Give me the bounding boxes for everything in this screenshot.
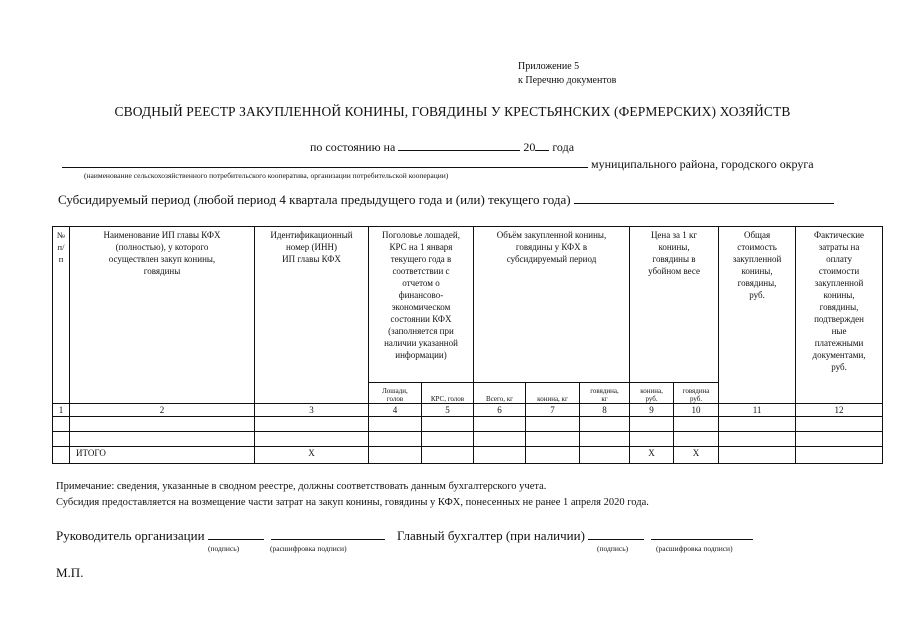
stamp-place: М.П. xyxy=(56,565,84,580)
empty-cell xyxy=(674,417,719,432)
appendix-line-2: к Перечню документов xyxy=(518,75,617,86)
empty-cell xyxy=(255,432,369,447)
empty-cell xyxy=(719,447,796,464)
column-number: 12 xyxy=(796,404,883,417)
note-line-2: Субсидия предоставляется на возмещение части затрат на закуп конины, говядины у КФХ, понесенных не ранее 1 апреля 2020 года. xyxy=(56,497,649,508)
head-decode-blank xyxy=(271,528,385,540)
column-number: 4 xyxy=(369,404,422,417)
accountant-decode-blank xyxy=(651,528,753,540)
column-number: 6 xyxy=(474,404,526,417)
appendix-note xyxy=(518,60,616,88)
total-x-mark: X xyxy=(255,447,369,464)
column-number: 10 xyxy=(674,404,719,417)
empty-cell xyxy=(526,432,580,447)
coop-name-blank xyxy=(62,156,588,168)
head-label: Руководитель организации xyxy=(56,528,205,543)
col-header-actual-costs: Фактические затраты на оплату стоимости закупленной конины, говядины, подтвержден ные платежными документами, руб. xyxy=(796,227,883,404)
subheader-horse-meat-rub: конина, руб. xyxy=(630,383,674,404)
year-prefix: 20 xyxy=(523,140,536,154)
empty-cell xyxy=(796,447,883,464)
header-row xyxy=(53,227,883,383)
column-number: 8 xyxy=(580,404,630,417)
accountant-signature-hint: (подпись) xyxy=(597,544,629,553)
coop-hint: (наименование сельскохозяйственного потребительского кооператива, организации потребительской кооперации) xyxy=(84,171,449,180)
empty-cell xyxy=(474,432,526,447)
empty-cell xyxy=(796,432,883,447)
total-row xyxy=(53,447,883,464)
empty-cell xyxy=(369,447,422,464)
subheader-horse-meat-kg: конина, кг xyxy=(526,383,580,404)
empty-cell xyxy=(580,447,630,464)
district-label: муниципального района, городского округа xyxy=(591,157,814,171)
empty-cell xyxy=(630,432,674,447)
table-row xyxy=(53,432,883,447)
empty-cell xyxy=(674,432,719,447)
empty-cell xyxy=(580,432,630,447)
empty-cell xyxy=(53,447,70,464)
column-number: 11 xyxy=(719,404,796,417)
empty-cell xyxy=(719,417,796,432)
subheader-beef-rub: говядина руб. xyxy=(674,383,719,404)
col-header-kfh-name: Наименование ИП главы КФХ (полностью), у которого осуществлен закуп конины, говядины xyxy=(70,227,255,404)
empty-cell xyxy=(796,417,883,432)
column-number: 9 xyxy=(630,404,674,417)
head-decode-hint: (расшифровка подписи) xyxy=(270,544,347,553)
state-prefix: по состоянию на xyxy=(310,140,396,154)
column-number: 3 xyxy=(255,404,369,417)
empty-cell xyxy=(630,417,674,432)
register-table xyxy=(52,226,883,464)
col-header-total-cost: Общая стоимость закупленной конины, говядины, руб. xyxy=(719,227,796,404)
column-number: 2 xyxy=(70,404,255,417)
period-line xyxy=(58,192,834,208)
empty-cell xyxy=(70,417,255,432)
period-label: Субсидируемый период (любой период 4 квартала предыдущего года и (или) текущего года) xyxy=(58,192,571,207)
subheader-total-kg: Всего, кг xyxy=(474,383,526,404)
district-line xyxy=(62,156,814,172)
note-line-1: Примечание: сведения, указанные в сводном реестре, должны соответствовать данным бухгалтерского учета. xyxy=(56,481,547,492)
column-number: 5 xyxy=(422,404,474,417)
empty-cell xyxy=(53,432,70,447)
head-signature-blank xyxy=(208,528,264,540)
period-blank xyxy=(574,192,834,204)
accountant-signature-line xyxy=(397,528,753,544)
empty-cell xyxy=(474,447,526,464)
year-suffix: года xyxy=(552,140,575,154)
appendix-line-1: Приложение 5 xyxy=(518,61,580,72)
subheader-beef-kg: говядина, кг xyxy=(580,383,630,404)
total-x-mark: X xyxy=(674,447,719,464)
empty-cell xyxy=(526,417,580,432)
empty-cell xyxy=(422,432,474,447)
empty-cell xyxy=(369,432,422,447)
col-header-inn: Идентификационный номер (ИНН) ИП главы КФХ xyxy=(255,227,369,404)
year-blank xyxy=(535,139,549,151)
accountant-decode-hint: (расшифровка подписи) xyxy=(656,544,733,553)
empty-cell xyxy=(369,417,422,432)
accountant-label: Главный бухгалтер (при наличии) xyxy=(397,528,585,543)
empty-cell xyxy=(580,417,630,432)
empty-cell xyxy=(422,417,474,432)
total-x-mark: X xyxy=(630,447,674,464)
subheader-horses: Лошади, голов xyxy=(369,383,422,404)
head-signature-line xyxy=(56,528,385,544)
col-header-number: № п/ п xyxy=(53,227,70,404)
accountant-signature-blank xyxy=(588,528,644,540)
col-header-livestock: Поголовье лошадей, КРС на 1 января текущего года в соответствии с отчетом о финансово- экономическом состоянии КФХ (заполняется при наличии указанной информации) xyxy=(369,227,474,383)
empty-cell xyxy=(70,432,255,447)
empty-cell xyxy=(474,417,526,432)
empty-cell xyxy=(719,432,796,447)
date-blank xyxy=(398,139,520,151)
column-number: 1 xyxy=(53,404,70,417)
state-date-line xyxy=(310,139,574,155)
total-label: ИТОГО xyxy=(70,447,255,464)
column-number-row xyxy=(53,404,883,417)
document-title: СВОДНЫЙ РЕЕСТР ЗАКУПЛЕННОЙ КОНИНЫ, ГОВЯДИНЫ У КРЕСТЬЯНСКИХ (ФЕРМЕРСКИХ) ХОЗЯЙСТВ xyxy=(114,104,791,119)
empty-cell xyxy=(526,447,580,464)
col-header-price: Цена за 1 кг конины, говядины в убойном весе xyxy=(630,227,719,383)
empty-cell xyxy=(53,417,70,432)
column-number: 7 xyxy=(526,404,580,417)
head-signature-hint: (подпись) xyxy=(208,544,240,553)
col-header-volume: Объём закупленной конины, говядины у КФХ в субсидируемый период xyxy=(474,227,630,383)
table-row xyxy=(53,417,883,432)
subheader-krs: КРС, голов xyxy=(422,383,474,404)
empty-cell xyxy=(422,447,474,464)
empty-cell xyxy=(255,417,369,432)
